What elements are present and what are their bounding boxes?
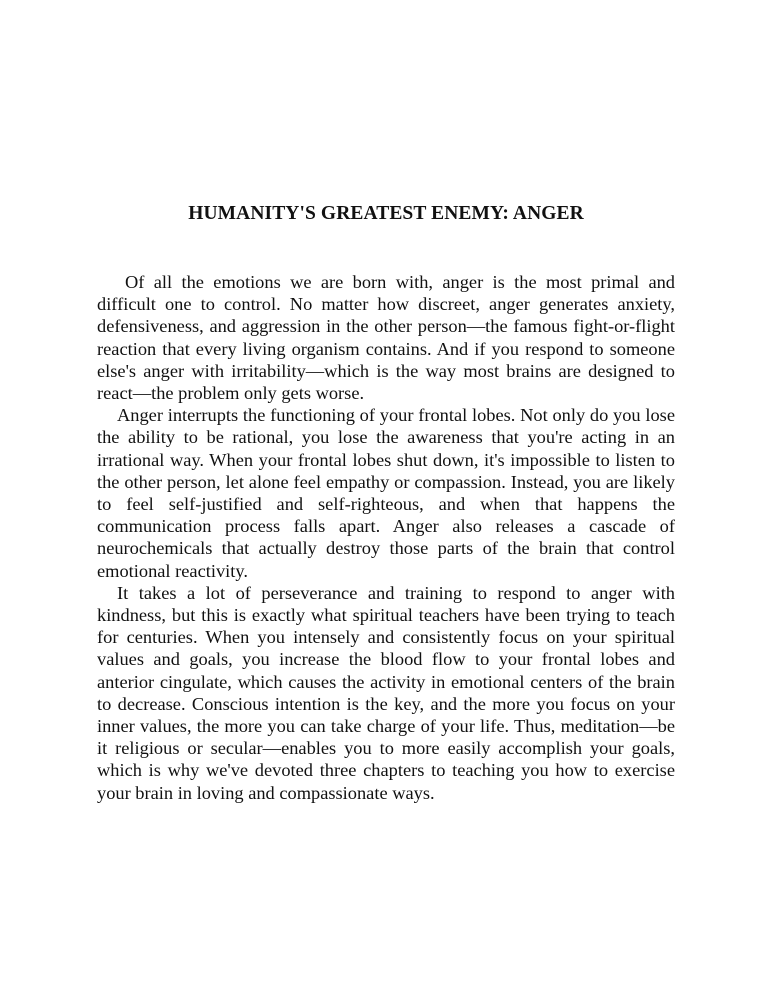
paragraph-2: Anger interrupts the functioning of your frontal lobes. Not only do you lose the ability to be rational, you lose the awareness that you're acting in an irrational way. When your frontal lobes shut down, it's impossible to listen to the other person, let alone feel empathy or compassion. Instead, you are likely to feel self-justified and self-righteous, and when that happens the communication process falls apart. Anger also releases a cascade of neurochemicals that actually destroy those parts of the brain that control emotional reactivity. (97, 405, 675, 581)
paragraph-3: It takes a lot of perseverance and training to respond to anger with kindness, but this is exactly what spiritual teachers have been trying to teach for centuries. When you intensely and consistently focus on your spiritual values and goals, you increase the blood flow to your frontal lobes and anterior cingulate, which causes the activity in emotional centers of the brain to decrease. Conscious intention is the key, and the more you focus on your inner values, the more you can take charge of your life. Thus, meditation—be it religious or secular—enables you to more easily accomplish your goals, which is why we've devoted three chapters to teaching you how to exercise your brain in loving and compassionate ways. (97, 582, 675, 803)
paragraph-1: Of all the emotions we are born with, anger is the most primal and difficult one to control. No matter how discreet, anger generates anxiety, defensiveness, and aggression in the other person—the famous fight-or-flight reaction that every living organism contains. And if you respond to someone else's anger with irritability—which is the way most brains are designed to react—the problem only gets worse. (97, 272, 675, 404)
chapter-title: HUMANITY'S GREATEST ENEMY: ANGER (188, 203, 584, 224)
chapter-body (97, 271, 675, 804)
